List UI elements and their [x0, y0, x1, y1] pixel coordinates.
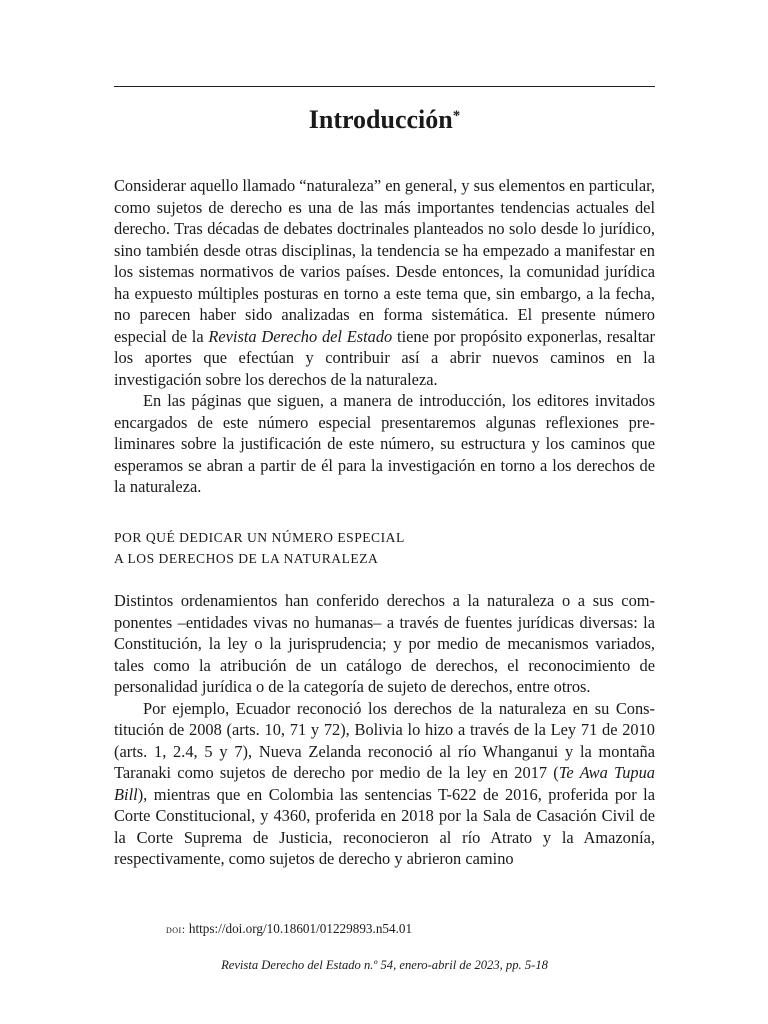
page-title: [114, 103, 655, 137]
intro-p1-text-a: Considerar aquello llamado “naturaleza” en general, y sus elementos en particular, como sujetos de derecho es una de las más importantes tendencias actuales del derecho. Tras décadas de debates doctrinales planteados no solo desde lo jurídico, sino también desde otras disciplinas, la tendencia se ha empezado a manifestar en los sistemas normativos de varios países. Desde entonces, la comunidad jurídica ha expuesto múltiples posturas en torno a este tema que, sin embargo, a la fecha, no parecen haber sido analizadas en forma sistemática. El presente número especial de la: [114, 176, 655, 346]
doi-link[interactable]: https://doi.org/10.18601/01229893.n54.01: [188, 921, 413, 936]
doi-note: [166, 920, 412, 938]
section-heading: [114, 527, 655, 569]
page-footer-citation: Revista Derecho del Estado n.º 54, enero-abril de 2023, pp. 5-18: [221, 958, 548, 972]
intro-paragraph-2: En las páginas que siguen, a manera de introducción, los editores invitados encargados de este número especial presentaremos algunas reflexiones preliminares sobre la justificación de este número, su estructura y los caminos que esperamos se abran a partir de él para la investigación en torno a los derechos de la naturaleza.: [114, 391, 655, 496]
section-paragraph-2: [114, 698, 655, 870]
section-p2-text-a: Por ejemplo, Ecuador reconoció los derechos de la naturaleza en su Constitución de 2008 (arts. 10, 71 y 72), Bolivia lo hizo a través de la Ley 71 de 2010 (arts. 1, 2.4, 5 y 7), Nueva Zelanda reconoció al río Whanganui y la montaña Taranaki como sujetos de derecho por medio de la ley en 2017 (: [114, 698, 655, 782]
title-text: Introducción: [308, 105, 453, 134]
act-name: Te Awa Tupua Bill: [114, 763, 656, 804]
intro-section: [114, 175, 655, 498]
journal-name: Revista Derecho del Estado: [208, 326, 393, 346]
intro-paragraph-1: [114, 175, 655, 390]
top-rule: [114, 86, 655, 87]
section-body: [114, 590, 655, 870]
doi-label: doi:: [166, 922, 186, 936]
intro-p1-text-b: tiene por propósito exponerlas, resaltar los aportes que efectúan y contribuir así a abrir nuevos caminos en la investigación sobre los derechos de la naturaleza.: [114, 326, 656, 389]
title-footnote-mark: *: [452, 108, 461, 124]
section-heading-line-2: A LOS DERECHOS DE LA NATURALEZA: [114, 551, 379, 566]
section-heading-line-1: POR QUÉ DEDICAR UN NÚMERO ESPECIAL: [114, 530, 405, 545]
section-paragraph-1: Distintos ordenamientos han conferido derechos a la naturaleza o a sus componentes –entidades vivas no humanas– a través de fuentes jurídicas diversas: la Constitución, la ley o la jurisprudencia; y por medio de mecanismos variados, tales como la atribución de un catálogo de derechos, el reconocimiento de personalidad jurídica o de la categoría de sujeto de derechos, entre otros.: [114, 591, 655, 696]
section-p2-text-b: ), mientras que en Colombia las sentencias T-622 de 2016, proferida por la Corte Constitucional, y 4360, proferida en 2018 por la Sala de Casación Civil de la Corte Suprema de Justicia, reconocieron al río Atrato y la Amazonía, respectivamente, como sujetos de derecho y abrieron camino: [114, 784, 655, 868]
